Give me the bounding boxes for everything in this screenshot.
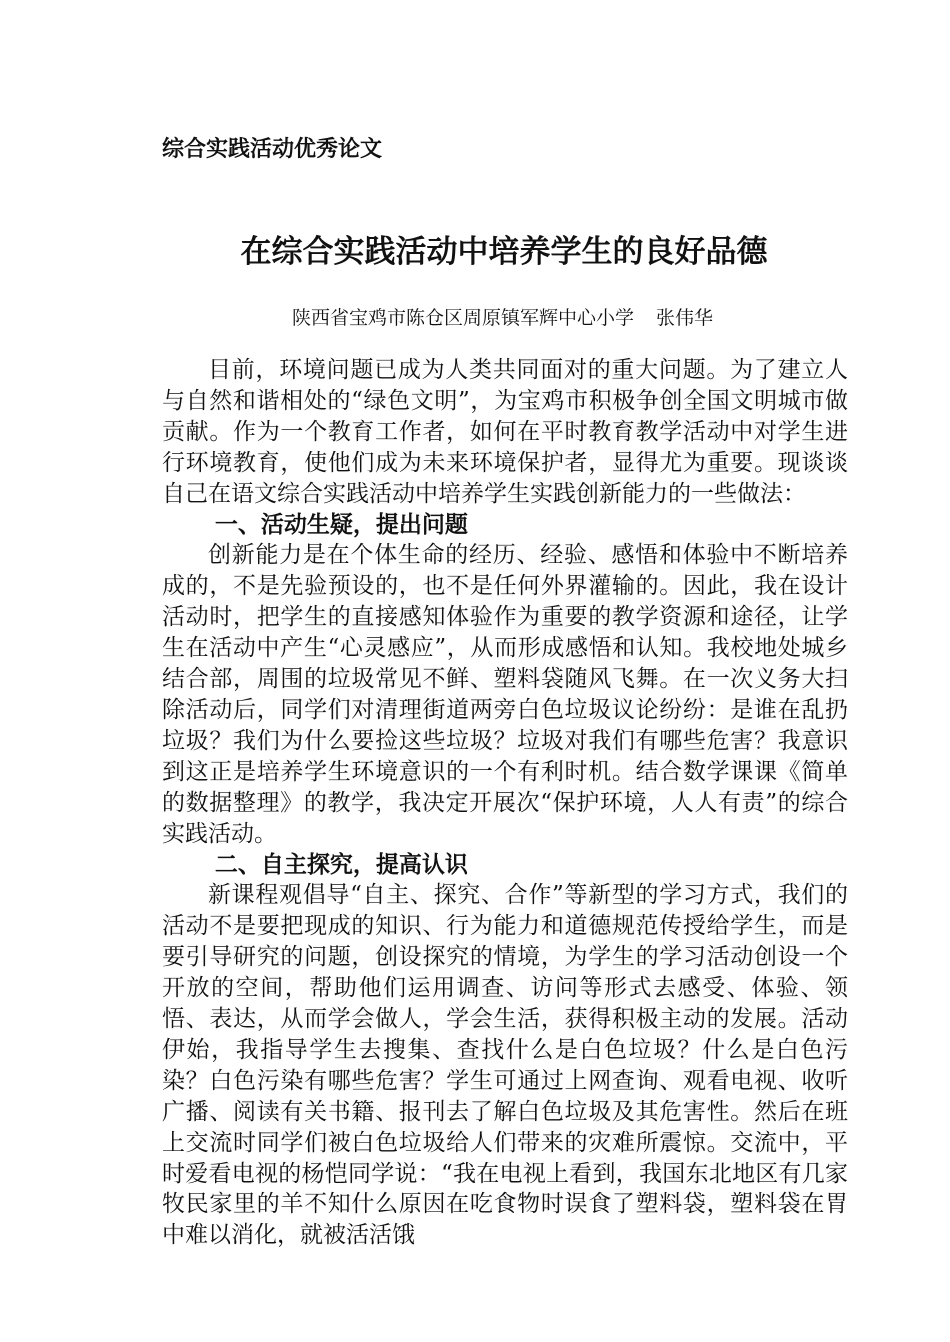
document-category-label: 综合实践活动优秀论文: [162, 136, 383, 162]
author-name: 张伟华: [656, 307, 714, 329]
section-paragraph-1: 创新能力是在个体生命的经历、经验、感悟和体验中不断培养成的，不是先验预设的，也不是任何外界灌输的。因此，我在设计活动时，把学生的直接感知体验作为重要的教学资源和途径，让学生在活动中产生“心灵感应”，从而形成感悟和认知。我校地处城乡结合部，周围的垃圾常见不鲜、塑料袋随风飞舞。在一次义务大扫除活动后，同学们对清理街道两旁白色垃圾议论纷纷：是谁在乱扔垃圾？我们为什么要捡这些垃圾？垃圾对我们有哪些危害？我意识到这正是培养学生环境意识的一个有利时机。结合数学课课《简单的数据整理》的教学，我决定开展次“保护环境，人人有责”的综合实践活动。: [162, 542, 848, 847]
intro-paragraph: 目前，环境问题已成为人类共同面对的重大问题。为了建立人与自然和谐相处的“绿色文明”，为宝鸡市积极争创全国文明城市做贡献。作为一个教育工作者，如何在平时教育教学活动中对学生进行环境教育，使他们成为未来环境保护者，显得尤为重要。现谈谈自己在语文综合实践活动中培养学生实践创新能力的一些做法：: [162, 357, 848, 507]
document-body: [162, 355, 848, 1251]
author-affiliation: 陕西省宝鸡市陈仓区周原镇军辉中心小学: [292, 307, 635, 329]
document-title: 在综合实践活动中培养学生的良好品德: [240, 234, 768, 270]
section-paragraph-2: 新课程观倡导“自主、探究、合作”等新型的学习方式，我们的活动不是要把现成的知识、行为能力和道德规范传授给学生，而是要引导研究的问题，创设探究的情境，为学生的学习活动创设一个开放的空间，帮助他们运用调查、访问等形式去感受、体验、领悟、表达，从而学会做人，学会生活，获得积极主动的发展。活动伊始，我指导学生去搜集、查找什么是白色垃圾？什么是白色污染？白色污染有哪些危害？学生可通过上网查询、观看电视、收听广播、阅读有关书籍、报刊去了解白色垃圾及其危害性。然后在班上交流时同学们被白色垃圾给人们带来的灾难所震惊。交流中，平时爱看电视的杨恺同学说：“我在电视上看到，我国东北地区有几家牧民家里的羊不知什么原因在吃食物时误食了塑料袋，塑料袋在胃中难以消化，就被活活饿: [162, 882, 848, 1249]
section-heading-1: 一、活动生疑，提出问题: [214, 510, 468, 538]
author-line: [292, 303, 713, 330]
section-heading-2: 二、自主探究，提高认识: [214, 850, 468, 878]
